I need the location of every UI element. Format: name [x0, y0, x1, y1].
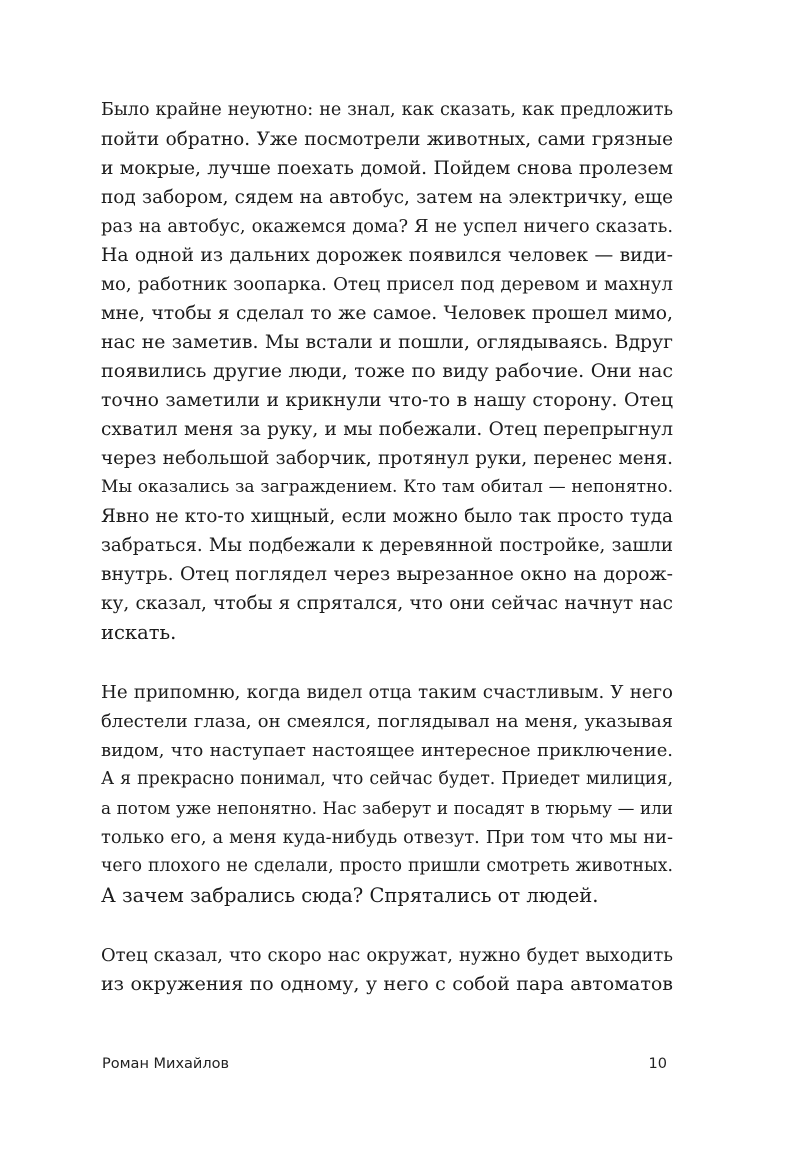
text-line: А зачем забрались сюда? Спрятались от людей. — [101, 884, 599, 907]
text-line: чего плохого не сделали, просто пришли смотреть животных. — [101, 856, 673, 876]
text-line: внутрь. Отец поглядел через вырезанное окно на дорож- — [101, 564, 673, 585]
text-line: видом, что наступает настоящее интересное приключение. — [101, 740, 673, 761]
text-line: из окружения по одному, у него с собой пара автоматов — [101, 973, 673, 995]
text-line: точно заметили и крикнули что-то в нашу сторону. Отец — [101, 390, 673, 411]
text-line: только его, а меня куда-нибудь отвезут. При том что мы ни- — [101, 827, 673, 848]
text-line: нас не заметив. Мы встали и пошли, оглядываясь. Вдруг — [101, 332, 673, 353]
text-line: Было крайне неуютно: не знал, как сказать, как предложить — [101, 100, 673, 120]
text-line: пойти обратно. Уже посмотрели животных, сами грязные — [101, 129, 673, 150]
text-line: через небольшой заборчик, протянул руки, перенес меня. — [101, 448, 673, 469]
text-line: мне, чтобы я сделал то же самое. Человек прошел мимо, — [101, 303, 673, 324]
page-number: 10 — [648, 1056, 667, 1072]
text-line: раз на автобус, окажемся дома? Я не успел ничего сказать. — [101, 216, 673, 237]
footer-author: Роман Михайлов — [102, 1056, 230, 1072]
text-line: А я прекрасно понимал, что сейчас будет. Приедет милиция, — [101, 769, 673, 789]
text-line: мо, работник зоопарка. Отец присел под деревом и махнул — [101, 274, 673, 295]
text-line: схватил меня за руку, и мы побежали. Отец перепрыгнул — [101, 419, 673, 440]
text-line: Отец сказал, что скоро нас окружат, нужно будет выходить — [101, 945, 673, 966]
text-line: забраться. Мы подбежали к деревянной постройке, зашли — [101, 535, 673, 556]
text-line: На одной из дальних дорожек появился человек — види- — [101, 245, 673, 266]
text-line: Не припомню, когда видел отца таким счастливым. У него — [101, 682, 673, 703]
text-line: Мы оказались за заграждением. Кто там обитал — непонятно. — [101, 477, 673, 497]
text-line: Явно не кто-то хищный, если можно было так просто туда — [101, 506, 673, 527]
paragraph-2 — [101, 678, 673, 910]
text-line: под забором, сядем на автобус, затем на электричку, еще — [101, 187, 673, 208]
text-line: и мокрые, лучше поехать домой. Пойдем снова пролезем — [101, 158, 673, 179]
text-line: ку, сказал, чтобы я спрятался, что они сейчас начнут нас — [101, 593, 673, 614]
paragraph-3 — [101, 941, 673, 999]
text-line: искать. — [101, 621, 177, 644]
text-line: блестели глаза, он смеялся, поглядывал на меня, указывая — [101, 711, 673, 732]
text-line: появились другие люди, тоже по виду рабочие. Они нас — [101, 360, 673, 382]
paragraph-1 — [101, 96, 673, 647]
text-line: а потом уже непонятно. Нас заберут и посадят в тюрьму — или — [101, 798, 673, 818]
